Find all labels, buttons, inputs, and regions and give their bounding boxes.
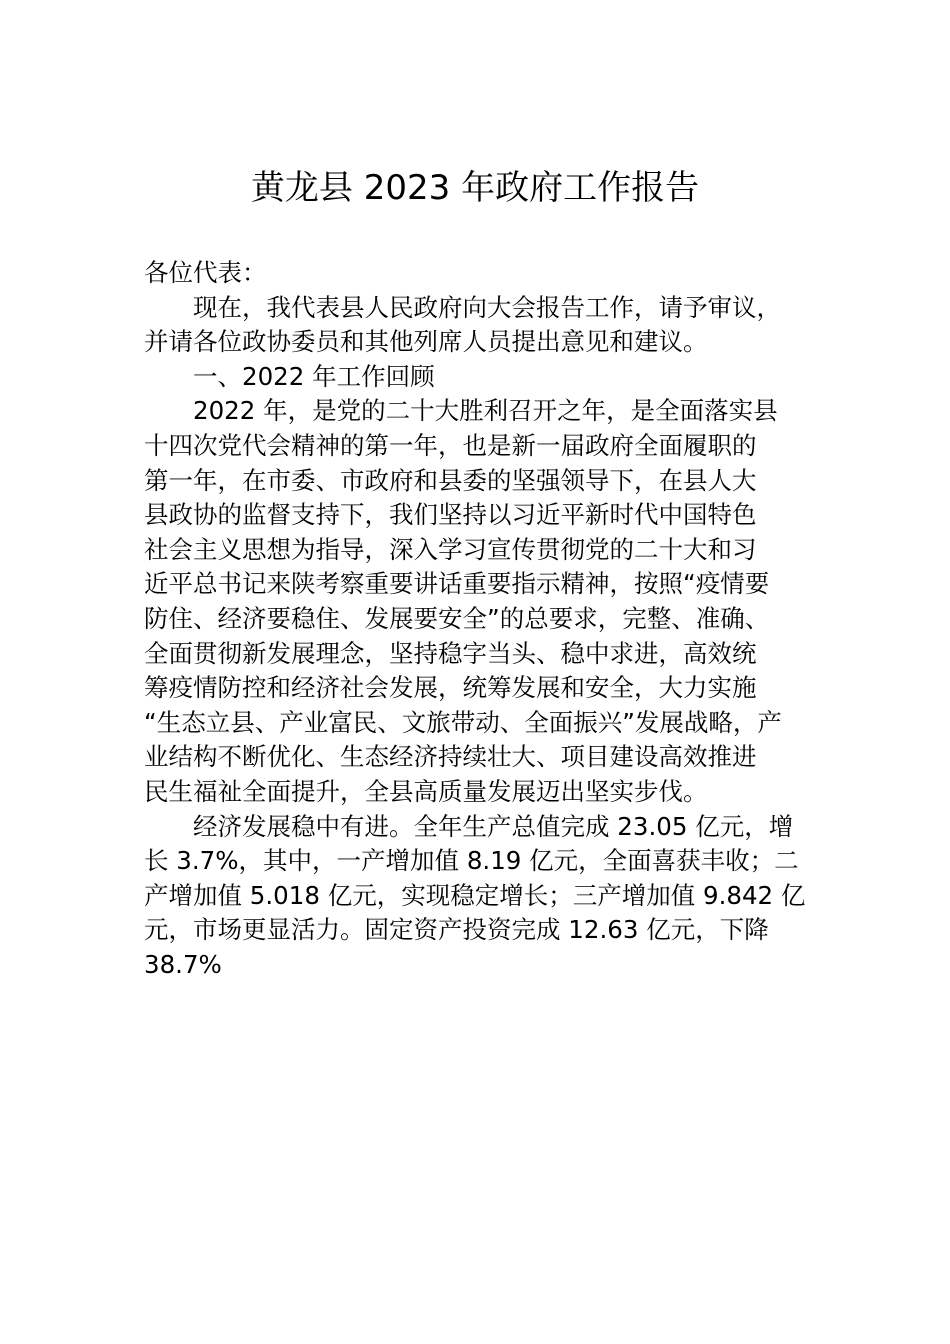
body-line: 并请各位政协委员和其他列席人员提出意见和建议。 (144, 327, 708, 357)
body-line: 经济发展稳中有进。全年生产总值完成 23.05 亿元，增 (193, 811, 794, 841)
body-line: 现在，我代表县人民政府向大会报告工作，请予审议， (193, 292, 781, 322)
body-line: 元，市场更显活力。固定资产投资完成 12.63 亿元，下降 (144, 915, 769, 945)
body-line: 全面贯彻新发展理念，坚持稳字当头、稳中求进，高效统 (144, 638, 757, 668)
body-line: 防住、经济要稳住、发展要安全”的总要求，完整、准确、 (144, 603, 770, 633)
body-line: 县政协的监督支持下，我们坚持以习近平新时代中国特色 (144, 500, 757, 530)
body-line: 第一年，在市委、市政府和县委的坚强领导下，在县人大 (144, 465, 757, 495)
body-line: 近平总书记来陕考察重要讲话重要指示精神，按照“疫情要 (144, 569, 770, 599)
body-line: 十四次党代会精神的第一年，也是新一届政府全面履职的 (144, 430, 757, 460)
body-line: 民生福祉全面提升，全县高质量发展迈出坚实步伐。 (144, 776, 708, 806)
body-line: 38.7% (144, 949, 222, 979)
body-line: 筹疫情防控和经济社会发展，统筹发展和安全，大力实施 (144, 673, 757, 703)
document-title: 黄龙县 2023 年政府工作报告 (250, 168, 700, 208)
body-line: 业结构不断优化、生态经济持续壮大、项目建设高效推进 (144, 742, 757, 772)
body-line: 各位代表： (144, 258, 267, 287)
body-line: “生态立县、产业富民、文旅带动、全面振兴”发展战略，产 (144, 707, 782, 737)
document-body (144, 256, 824, 982)
body-line: 社会主义思想为指导，深入学习宣传贯彻党的二十大和习 (144, 534, 757, 564)
body-line: 2022 年，是党的二十大胜利召开之年，是全面落实县 (193, 396, 778, 426)
body-line: 产增加值 5.018 亿元，实现稳定增长；三产增加值 9.842 亿 (144, 880, 806, 910)
section-heading: 一、2022 年工作回顾 (193, 361, 435, 391)
body-line: 长 3.7%，其中，一产增加值 8.19 亿元，全面喜获丰收；二 (144, 846, 799, 876)
